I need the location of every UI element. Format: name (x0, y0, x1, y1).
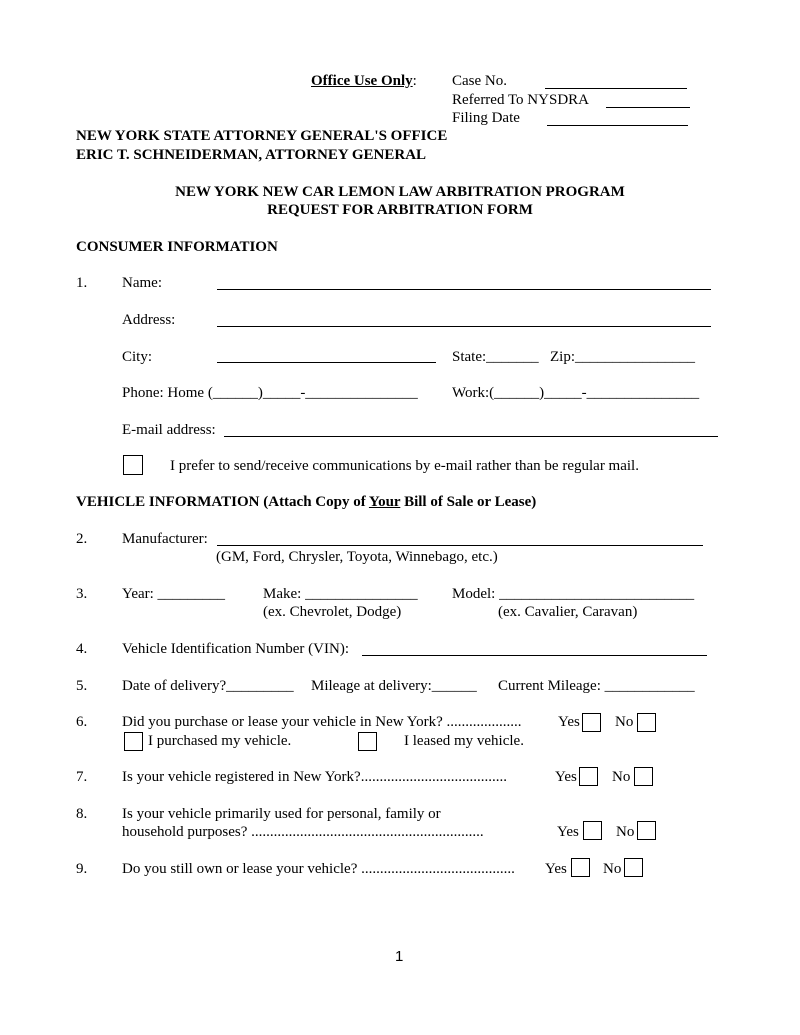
home-phone-field[interactable]: Phone: Home (______)_____-_______________ (122, 385, 418, 401)
email-preference-label: I prefer to send/receive communications by e-mail rather than be regular mail. (170, 458, 639, 474)
q6-question: Did you purchase or lease your vehicle in New York? .................... (122, 714, 522, 730)
q6-number: 6. (76, 714, 88, 730)
q7-yes-checkbox[interactable] (579, 767, 598, 786)
zip-field[interactable]: Zip:________________ (550, 349, 695, 365)
q2-number: 2. (76, 531, 88, 547)
vehicle-heading: VEHICLE INFORMATION (Attach Copy of Your Bill of Sale or Lease) (76, 494, 537, 510)
attorney-general: ERIC T. SCHNEIDERMAN, ATTORNEY GENERAL (76, 147, 427, 163)
q9-yes-label: Yes (545, 861, 567, 877)
page-number: 1 (395, 948, 404, 965)
year-field[interactable]: Year: _________ (122, 586, 226, 602)
vin-field[interactable] (362, 655, 707, 656)
address-field[interactable] (217, 326, 711, 327)
q8-question-line1: Is your vehicle primarily used for personal, family or (122, 806, 441, 822)
vin-label: Vehicle Identification Number (VIN): (122, 641, 349, 657)
state-field[interactable]: State:_______ (452, 349, 539, 365)
q1-number: 1. (76, 275, 88, 291)
purchased-label: I purchased my vehicle. (148, 733, 292, 749)
q7-number: 7. (76, 769, 88, 785)
q6-yes-checkbox[interactable] (582, 713, 601, 732)
mileage-delivery-field[interactable]: Mileage at delivery:______ (311, 678, 477, 694)
q8-no-checkbox[interactable] (637, 821, 656, 840)
q7-no-checkbox[interactable] (634, 767, 653, 786)
email-preference-checkbox[interactable] (123, 455, 143, 475)
q8-yes-checkbox[interactable] (583, 821, 602, 840)
q9-no-checkbox[interactable] (624, 858, 643, 877)
office-name: NEW YORK STATE ATTORNEY GENERAL'S OFFICE (76, 128, 448, 144)
email-label: E-mail address: (122, 422, 216, 438)
filing-date-field[interactable] (547, 125, 688, 126)
consumer-heading: CONSUMER INFORMATION (76, 239, 278, 255)
q8-number: 8. (76, 806, 88, 822)
office-use-label: Office Use Only: (311, 73, 417, 89)
q9-yes-checkbox[interactable] (571, 858, 590, 877)
name-label: Name: (122, 275, 162, 291)
delivery-date-field[interactable]: Date of delivery?_________ (122, 678, 294, 694)
leased-checkbox[interactable] (358, 732, 377, 751)
q6-no-checkbox[interactable] (637, 713, 656, 732)
q6-yes-label: Yes (558, 714, 580, 730)
q7-no-label: No (612, 769, 631, 785)
q9-question: Do you still own or lease your vehicle? ......................................... (122, 861, 515, 877)
case-no-field[interactable] (545, 88, 687, 89)
email-field[interactable] (224, 436, 718, 437)
city-label: City: (122, 349, 153, 365)
q8-question-line2: household purposes? .............................................................. (122, 824, 484, 840)
model-field[interactable]: Model: __________________________ (452, 586, 695, 602)
filing-date-label: Filing Date (452, 110, 520, 126)
address-label: Address: (122, 312, 176, 328)
q8-yes-label: Yes (557, 824, 579, 840)
q7-yes-label: Yes (555, 769, 577, 785)
q7-question: Is your vehicle registered in New York?....................................... (122, 769, 507, 785)
name-field[interactable] (217, 289, 711, 290)
q9-no-label: No (603, 861, 622, 877)
referred-field[interactable] (606, 107, 690, 108)
form-title: REQUEST FOR ARBITRATION FORM (267, 202, 533, 218)
make-hint: (ex. Chevrolet, Dodge) (263, 604, 402, 620)
q4-number: 4. (76, 641, 88, 657)
q9-number: 9. (76, 861, 88, 877)
q5-number: 5. (76, 678, 88, 694)
leased-label: I leased my vehicle. (404, 733, 524, 749)
city-field[interactable] (217, 362, 436, 363)
work-phone-field[interactable]: Work:(______)_____-_______________ (452, 385, 700, 401)
manufacturer-field[interactable] (217, 545, 703, 546)
q6-no-label: No (615, 714, 634, 730)
model-hint: (ex. Cavalier, Caravan) (498, 604, 638, 620)
make-field[interactable]: Make: _______________ (263, 586, 418, 602)
program-title: NEW YORK NEW CAR LEMON LAW ARBITRATION PROGRAM (175, 184, 625, 200)
manufacturer-label: Manufacturer: (122, 531, 208, 547)
q8-no-label: No (616, 824, 635, 840)
current-mileage-field[interactable]: Current Mileage: ____________ (498, 678, 695, 694)
case-no-label: Case No. (452, 73, 507, 89)
purchased-checkbox[interactable] (124, 732, 143, 751)
q3-number: 3. (76, 586, 88, 602)
referred-label: Referred To NYSDRA (452, 92, 589, 108)
manufacturer-hint: (GM, Ford, Chrysler, Toyota, Winnebago, etc.) (216, 549, 498, 565)
